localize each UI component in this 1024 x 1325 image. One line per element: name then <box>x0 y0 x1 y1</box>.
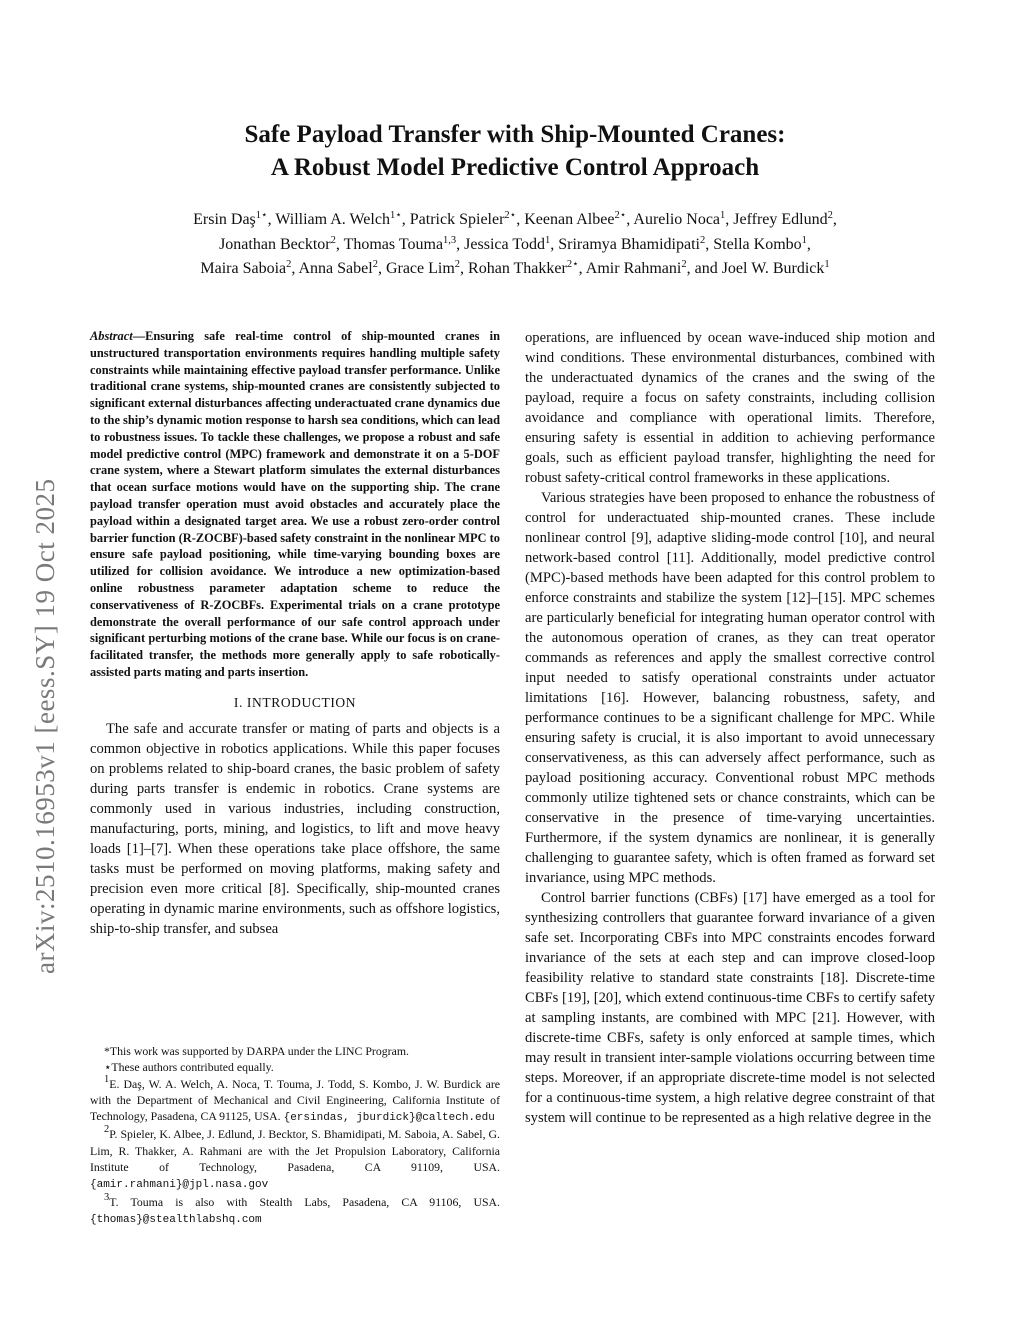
author-list <box>90 208 940 282</box>
author-affiliation-mark: 2 <box>699 234 706 246</box>
author-affiliation-mark: 1⋆ <box>389 210 402 221</box>
abstract <box>90 328 500 681</box>
author-name: Maira Saboia <box>200 260 287 277</box>
author-name: Ersin Daş <box>193 211 256 228</box>
author-affiliation-mark: 2⋆ <box>504 210 517 221</box>
author-line-1: Ersin Daş$^{1⋆}$, William A. Welch$^{1⋆}$, Patrick Spieler$^{2⋆}$, Keenan Albee$^{2⋆}$, Aurelio Noca$^1$, Jeffrey Edlund$^2$, <box>193 210 837 228</box>
intro-body <box>90 719 500 939</box>
author-affiliation-mark: 2 <box>681 259 687 270</box>
author-name: Amir Rahmani <box>585 260 682 277</box>
author-name: Rohan Thakker <box>468 260 567 277</box>
author-name: Keenan Albee <box>524 211 615 228</box>
author-affiliation-mark: 2 <box>330 234 336 246</box>
author-name: Stella Kombo <box>713 235 802 253</box>
author-name: Grace Lim <box>385 260 455 277</box>
paper-title <box>110 118 920 184</box>
footnotes <box>90 1043 500 1228</box>
author-affiliation-mark: 2⋆ <box>614 210 627 221</box>
abstract-text: Ensuring safe real-time control of ship-mounted cranes in unstructured transportation environments requires handling multiple safety constraints while maintaining effective payload transfer performance. Unlike traditional crane systems, ship-mounted cranes are consistently subjected to significant external disturbances affecting underactuated crane dynamics due to the ship’s dynamic motion response to harsh sea conditions, which can lead to robustness issues. To tackle these challenges, we propose a robust and safe model predictive control (MPC) framework and demonstrate it on a 5-DOF crane system, where a Stewart platform simulates the external disturbances that ocean surface motions would have on the supporting ship. The crane payload transfer operation must avoid obstacles and accurately place the payload within a designated target area. We use a robust zero-order control barrier function (R-ZOCBF)-based safety constraint in the nonlinear MPC to ensure safe payload positioning, while time-varying bounding boxes are utilized for collision avoidance. We introduce a new optimization-based online robustness parameter adaptation scheme to reduce the conservativeness of R-ZOCBFs. Experimental trials on a crane prototype demonstrate the overall performance of our safe control approach under significant perturbing motions of the crane base. While our focus is on crane-facilitated transfer, the methods more generally apply to safe robotically-assisted parts mating and parts insertion. <box>90 329 500 679</box>
author-affiliation-mark: 2 <box>827 210 833 221</box>
author-name: Anna Sabel <box>298 260 373 277</box>
email-jpl[interactable]: {amir.rahmani}@jpl.nasa.gov <box>90 1179 269 1192</box>
footnote-affiliation-3: $^3$T. Touma is also with Stealth Labs, Pasadena, CA 91106, USA. {thomas}@stealthlabshq.com <box>90 1191 500 1226</box>
footnote-affiliation-2: $^2$P. Spieler, K. Albee, J. Edlund, J. Becktor, S. Bhamidipati, M. Saboia, A. Sabel, G. Lim, R. Thakker, A. Rahmani are with the Jet Propulsion Laboratory, California Institute of Technology, Pasadena, CA 91109, USA. {amir.rahmani}@jpl.nasa.gov <box>90 1124 500 1192</box>
author-name: Aurelio Noca <box>633 211 721 228</box>
author-affiliation-mark: 2 <box>286 259 292 270</box>
right-column <box>525 328 935 1128</box>
footnote-funding: *This work was supported by DARPA under the LINC Program. <box>104 1044 409 1058</box>
abstract-label: Abstract <box>90 329 133 343</box>
section-heading-introduction: I. INTRODUCTION <box>233 694 357 710</box>
footnote-equal-contribution: ⋆These authors contributed equally. <box>104 1060 274 1075</box>
arxiv-stamp[interactable]: arXiv:2510.16953v1 [eess.SY] 19 Oct 2025 <box>30 478 60 974</box>
author-affiliation-mark: 1⋆ <box>255 210 268 221</box>
footnote-affiliation-1: $^1$E. Daş, W. A. Welch, A. Noca, T. Touma, J. Todd, S. Kombo, J. W. Burdick are with the Department of Mechanical and Civil Engineering, California Institute of Technology, Pasadena, CA 91125, USA. {ersindas, jburdick}@caltech.edu <box>90 1073 500 1125</box>
author-affiliation-mark: 1 <box>801 234 807 246</box>
title-line-1: Safe Payload Transfer with Ship-Mounted Cranes: <box>244 121 786 148</box>
email-stealthlabs[interactable]: {thomas}@stealthlabshq.com <box>90 1213 262 1226</box>
left-column <box>90 328 500 939</box>
author-line-2: Jonathan Becktor$^2$, Thomas Touma$^{1,3}$, Jessica Todd$^1$, Sriramya Bhamidipati$^2$, Stella Kombo$^1$, <box>219 234 811 253</box>
email-caltech[interactable]: {ersindas, jburdick}@caltech.edu <box>283 1112 495 1125</box>
author-name: Jeffrey Edlund <box>733 211 828 228</box>
author-affiliation-mark: 1 <box>720 210 726 221</box>
author-name: Patrick Spieler <box>409 211 505 228</box>
right-paragraph-2: Various strategies have been proposed to enhance the robustness of control for underactuated ship-mounted cranes. These include nonlinear control [9], adaptive sliding-mode control [10], and neural network-based control [11]. Additionally, model predictive control (MPC)-based methods have been adapted for this control problem to enforce constraints and stabilize the system [12]–[15]. MPC schemes are particularly beneficial for integrating human operator control with the autonomous operation of cranes, as they can treat operator commands as references and apply the smallest corrective control input needed to satisfy operational constraints under actuator limitations [16]. However, balancing robustness, safety, and performance continues to be a significant challenge for MPC. While ensuring safety is crucial, it is also important to avoid unnecessary conservativeness, as this can adversely affect performance, such as payload positioning accuracy. Conventional robust MPC methods commonly utilize tightened sets or chance constraints, which can be conservative in the presence of time-varying uncertainties. Furthermore, if the system dynamics are nonlinear, it is generally challenging to guarantee safety, which is often framed as forward set invariance, using MPC methods. <box>525 490 935 886</box>
author-affiliation-mark: 2 <box>372 259 378 270</box>
author-name: Jessica Todd <box>464 235 545 253</box>
author-name: Joel W. Burdick <box>721 260 825 277</box>
right-paragraph-1: operations, are influenced by ocean wave-induced ship motion and wind conditions. These environmental disturbances, combined with the underactuated dynamics of the cranes and the swing of the payload, require a focus on safety constraints, including collision avoidance and compliance with operational limits. Therefore, ensuring safety is essential in addition to achieving performance goals, such as efficient payload transfer, highlighting the need for robust safety-critical control frameworks in these applications. <box>525 330 935 486</box>
author-affiliation-mark: 2⋆ <box>566 259 579 270</box>
intro-paragraph-1: The safe and accurate transfer or mating of parts and objects is a common objective in robotics applications. While this paper focuses on problems related to ship-board cranes, the basic problem of safety during parts transfer is endemic in robotics. Crane systems are commonly used in various industries, including construction, manufacturing, ports, mining, and logistics, to lift and move heavy loads [1]–[7]. When these operations take place offshore, the same tasks must be performed on moving platforms, making safety and precision even more critical [8]. Specifically, ship-mounted cranes operating in dynamic marine environments, such as offshore logistics, ship-to-ship transfer, and subsea <box>90 720 500 937</box>
author-name: Jonathan Becktor <box>219 235 331 253</box>
author-line-3: Maira Saboia$^2$, Anna Sabel$^2$, Grace Lim$^2$, Rohan Thakker$^{2⋆}$, Amir Rahmani$^2$, and Joel W. Burdick$^1$ <box>200 259 830 277</box>
right-paragraph-3: Control barrier functions (CBFs) [17] have emerged as a tool for synthesizing controllers that guarantee forward invariance of a given safe set. Incorporating CBFs into MPC constraints encodes forward invariance of the sets at each step and can improve closed-loop feasibility relative to standard state constraints [18]. Discrete-time CBFs [19], [20], which extend continuous-time CBFs to certify safety at sampling instants, are combined with MPC [21]. However, with discrete-time CBFs, safety is only enforced at sample times, which may result in transient inter-sample violations occurring between time steps. Moreover, if an appropriate discrete-time model is not selected for a continuous-time system, a high relative degree constraint of that system will continue to be represented as a high relative degree in the <box>525 890 935 1126</box>
author-affiliation-mark: 2 <box>454 259 461 270</box>
author-affiliation-mark: 1 <box>544 234 551 246</box>
author-name: William A. Welch <box>275 211 390 228</box>
author-name: Sriramya Bhamidipati <box>558 235 700 253</box>
title-line-2: A Robust Model Predictive Control Approach <box>270 154 760 181</box>
abstract-dash: — <box>132 329 146 343</box>
author-affiliation-mark: 1,3 <box>443 234 457 246</box>
author-name: Thomas Touma <box>343 235 444 253</box>
author-affiliation-mark: 1 <box>824 259 830 270</box>
